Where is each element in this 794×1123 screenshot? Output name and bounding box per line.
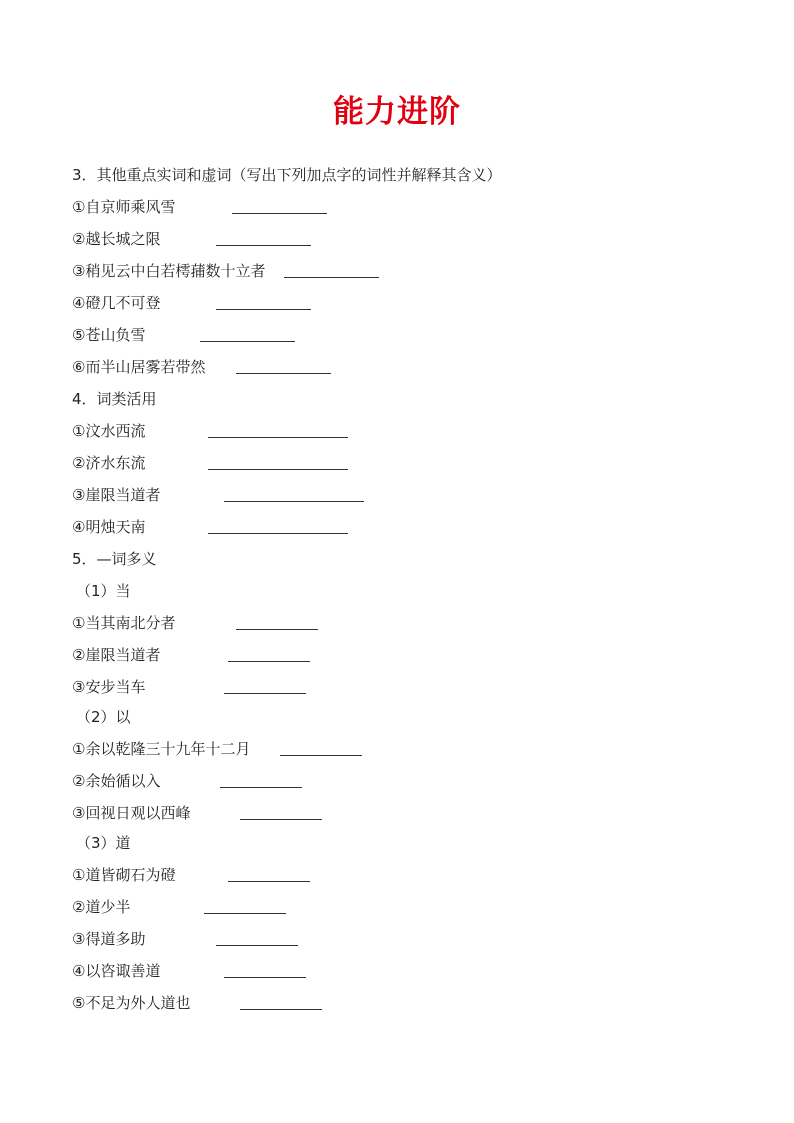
s5-g3-item-1-answer-blank[interactable] bbox=[228, 881, 310, 882]
s3-item-2: ②越长城之限 bbox=[72, 230, 161, 248]
s4-item-4-answer-blank[interactable] bbox=[208, 533, 348, 534]
s5-g2-item-2: ②余始循以入 bbox=[72, 772, 161, 790]
s5-g1-item-3-answer-blank[interactable] bbox=[224, 693, 306, 694]
s5-g3-item-5: ⑤不足为外人道也 bbox=[72, 994, 191, 1012]
s3-item-3: ③稍见云中白若樗蒱数十立者 bbox=[72, 262, 266, 280]
s5-g2-item-1: ①余以乾隆三十九年十二月 bbox=[72, 740, 251, 758]
s3-item-6: ⑥而半山居雾若带然 bbox=[72, 358, 206, 376]
s3-item-3-answer-blank[interactable] bbox=[284, 277, 379, 278]
s3-item-2-answer-blank[interactable] bbox=[216, 245, 311, 246]
s3-item-4-answer-blank[interactable] bbox=[216, 309, 311, 310]
s5-g2-item-3-answer-blank[interactable] bbox=[240, 819, 322, 820]
s5-g2-item-3: ③回视日观以西峰 bbox=[72, 804, 191, 822]
section-3-heading: 3．其他重点实词和虚词（写出下列加点字的词性并解释其含义） bbox=[72, 166, 502, 184]
s4-item-1: ①汶水西流 bbox=[72, 422, 146, 440]
s5-g3-item-4: ④以咨诹善道 bbox=[72, 962, 161, 980]
s5-g1-item-3: ③安步当车 bbox=[72, 678, 146, 696]
s5-g1-item-2-answer-blank[interactable] bbox=[228, 661, 310, 662]
s5-g2-item-1-answer-blank[interactable] bbox=[280, 755, 362, 756]
s5-g3-item-5-answer-blank[interactable] bbox=[240, 1009, 322, 1010]
s5-g1-item-1-answer-blank[interactable] bbox=[236, 629, 318, 630]
s5-g3-item-3-answer-blank[interactable] bbox=[216, 945, 298, 946]
s4-item-2: ②济水东流 bbox=[72, 454, 146, 472]
s5-group-1-label: （1）当 bbox=[76, 582, 131, 600]
page-title: 能力进阶 bbox=[333, 94, 461, 130]
s3-item-4: ④磴几不可登 bbox=[72, 294, 161, 312]
s5-g1-item-2: ②崖限当道者 bbox=[72, 646, 161, 664]
s4-item-4: ④明烛天南 bbox=[72, 518, 146, 536]
s5-group-2-label: （2）以 bbox=[76, 708, 131, 726]
s5-group-3-label: （3）道 bbox=[76, 834, 131, 852]
s4-item-1-answer-blank[interactable] bbox=[208, 437, 348, 438]
s3-item-1: ①自京师乘风雪 bbox=[72, 198, 176, 216]
s5-g1-item-1: ①当其南北分者 bbox=[72, 614, 176, 632]
s3-item-5-answer-blank[interactable] bbox=[200, 341, 295, 342]
s5-g2-item-2-answer-blank[interactable] bbox=[220, 787, 302, 788]
s5-g3-item-1: ①道皆砌石为磴 bbox=[72, 866, 176, 884]
s5-g3-item-3: ③得道多助 bbox=[72, 930, 146, 948]
s4-item-3: ③崖限当道者 bbox=[72, 486, 161, 504]
s5-g3-item-4-answer-blank[interactable] bbox=[224, 977, 306, 978]
s5-g3-item-2: ②道少半 bbox=[72, 898, 131, 916]
s4-item-2-answer-blank[interactable] bbox=[208, 469, 348, 470]
section-5-heading: 5．—词多义 bbox=[72, 550, 157, 568]
s3-item-6-answer-blank[interactable] bbox=[236, 373, 331, 374]
s5-g3-item-2-answer-blank[interactable] bbox=[204, 913, 286, 914]
s3-item-1-answer-blank[interactable] bbox=[232, 213, 327, 214]
section-4-heading: 4．词类活用 bbox=[72, 390, 157, 408]
s4-item-3-answer-blank[interactable] bbox=[224, 501, 364, 502]
s3-item-5: ⑤苍山负雪 bbox=[72, 326, 146, 344]
